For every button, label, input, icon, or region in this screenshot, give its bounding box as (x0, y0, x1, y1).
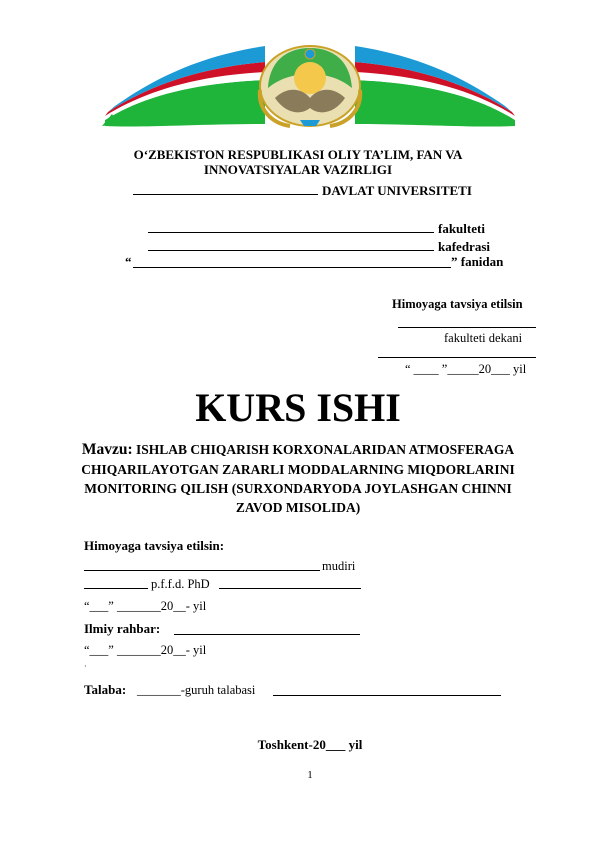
topic-line-4: ZAVOD MISOLIDA) (235, 500, 361, 515)
defense-date-2: “___” _______20__- yil (84, 643, 207, 657)
university-blank (133, 194, 318, 195)
state-emblem-image (100, 28, 520, 128)
student-label: Talaba: (84, 682, 127, 697)
department-label: kafedrasi (438, 239, 490, 254)
head-name-blank (84, 570, 320, 571)
faculty-blank (148, 232, 434, 233)
dot-mark: · (84, 662, 87, 671)
subject-blank (133, 267, 451, 268)
topic-line-2: CHIQARILAYOTGAN ZARARLI MODDALARNING MIQDORLARINI (81, 462, 515, 477)
topic-line-3: MONITORING QILISH (SURXONDARYODA JOYLASHGAN CHINNI (84, 481, 512, 496)
ministry-line-1: O‘ZBEKISTON RESPUBLIKASI OLIY TA’LIM, FAN VA (133, 147, 463, 162)
approval-signature-blank (378, 357, 536, 358)
defense-date-1: “___” _______20__- yil (84, 599, 207, 613)
degree-name-blank (219, 588, 361, 589)
approval-name-blank (398, 327, 536, 328)
advisor-label: Ilmiy rahbar: (84, 621, 161, 636)
page-number: 1 (307, 769, 313, 781)
defense-title: Himoyaga tavsiya etilsin: (84, 538, 225, 553)
ministry-line-2: INNOVATSIYALAR VAZIRLIGI (203, 162, 393, 177)
faculty-label: fakulteti (438, 221, 485, 236)
approval-title: Himoyaga tavsiya etilsin (392, 297, 523, 311)
student-group: _______-guruh talabasi (137, 683, 256, 697)
approval-dean-label: fakulteti dekani (444, 331, 523, 345)
document-title: KURS ISHI (195, 385, 401, 430)
advisor-name-blank (174, 634, 360, 635)
degree-prefix-blank (84, 588, 148, 589)
subject-open-quote: “ (125, 254, 132, 269)
department-blank (148, 250, 434, 251)
approval-date: “ ____ ”_____20___ yil (405, 362, 527, 376)
topic-line-1 (0, 441, 596, 458)
topic-label: Mavzu: (81, 441, 133, 458)
student-name-blank (273, 695, 501, 696)
topic-text-1: ISHLAB CHIQARISH KORXONALARIDAN ATMOSFERAGA (136, 442, 515, 457)
city-year: Toshkent-20___ yil (257, 737, 363, 752)
university-label: DAVLAT UNIVERSITETI (322, 183, 472, 198)
degree-label: p.f.f.d. PhD (151, 577, 210, 591)
subject-label: ” fanidan (451, 254, 504, 269)
head-label: mudiri (322, 559, 356, 573)
